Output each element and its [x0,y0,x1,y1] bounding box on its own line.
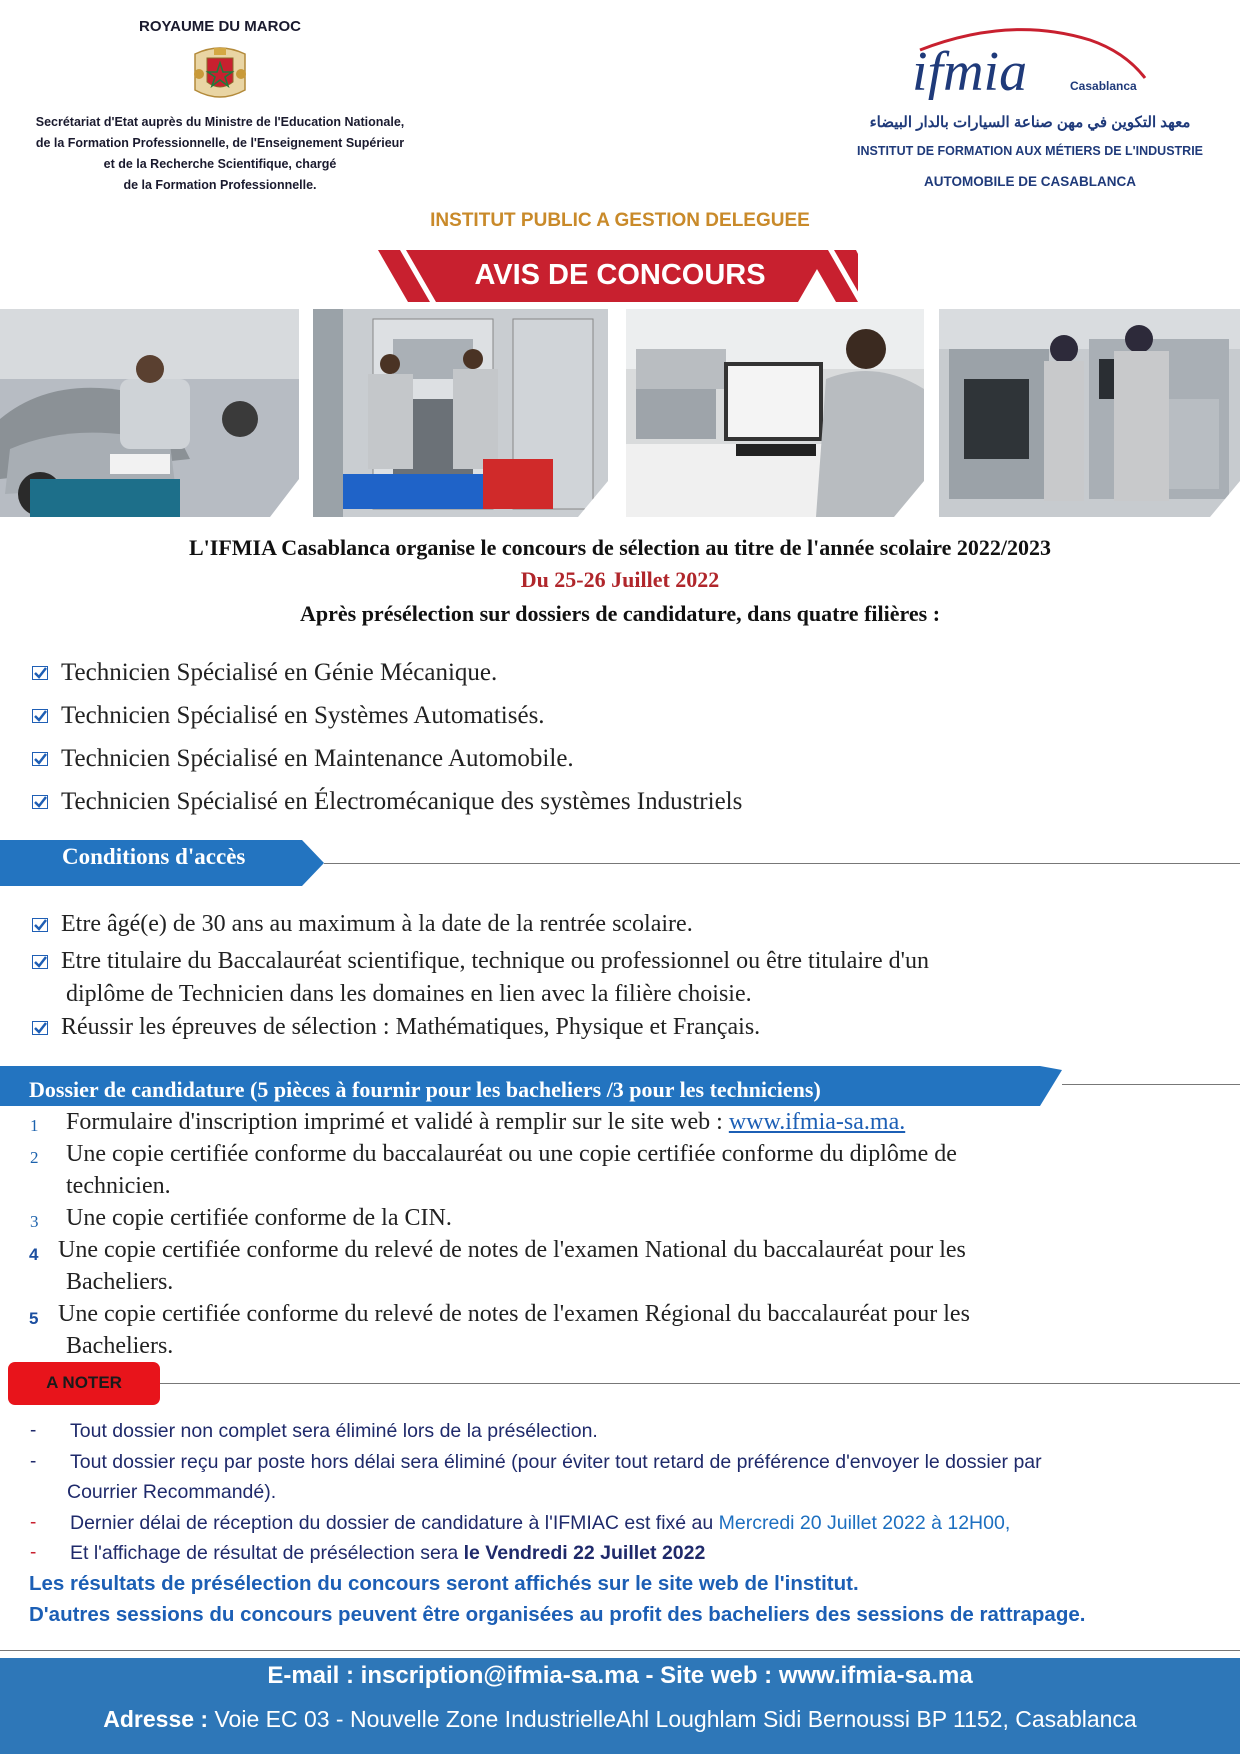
results-info: Les résultats de présélection du concours seront affichés sur le site web de l'institut. [29,1572,859,1595]
filiere-label: Technicien Spécialisé en Systèmes Automatisés. [61,702,545,729]
institute-name-line2: AUTOMOBILE DE CASABLANCA [924,174,1136,189]
divider [324,863,1240,864]
filiere-item [32,745,574,773]
filiere-item [32,702,545,730]
filiere-item [32,659,497,687]
condition-item [32,948,929,975]
dash-bullet: - [30,1420,37,1441]
filiere-label: Technicien Spécialisé en Génie Mécanique. [61,659,498,686]
note-item [70,1512,1010,1535]
address-label: Adresse : [103,1706,209,1732]
item-number: 1 [30,1116,39,1135]
ministry-line: de la Formation Professionnelle. [123,178,317,192]
intro-subline: Après présélection sur dossiers de candidature, dans quatre filières : [299,601,941,626]
footer-address [0,1706,1240,1733]
note-item-continuation: Courrier Recommandé). [67,1481,277,1503]
condition-continuation: diplôme de Technicien dans les domaines en lien avec la filière choisie. [66,981,752,1007]
checkbox-icon [32,666,48,680]
item-number: 4 [29,1245,39,1264]
dossier-title: Dossier de candidature (5 pièces à fournir pour les bacheliers /3 pour les techniciens) [29,1077,821,1102]
item-number: 5 [29,1309,39,1328]
dossier-item-continuation: Bacheliers. [66,1333,174,1359]
sessions-info: D'autres sessions du concours peuvent être organisées au profit des bacheliers des sessions de rattrapage. [29,1603,1086,1626]
dossier-item: Une copie certifiée conforme du relevé de notes de l'examen Régional du baccalauréat pour les [58,1301,970,1327]
dossier-item [66,1109,905,1136]
photo-cnc-machine [939,309,1240,517]
filiere-item [32,788,742,816]
checkbox-icon [32,918,48,932]
dossier-item: Une copie certifiée conforme du baccalauréat ou une copie certifiée conforme du diplôme de [66,1141,957,1167]
note-item: Tout dossier reçu par poste hors délai sera éliminé (pour éviter tout retard de préférence d'envoyer le dossier par [70,1451,1042,1473]
ifmia-logo [900,20,1160,100]
ministry-line: Secrétariat d'Etat auprès du Ministre de l'Education Nationale, [35,115,405,129]
condition-label: Etre titulaire du Baccalauréat scientifique, technique ou professionnel ou être titulaire d'un [61,948,929,974]
ministry-line: et de la Recherche Scientifique, chargé [103,157,337,171]
dossier-item: Une copie certifiée conforme de la CIN. [66,1205,452,1231]
checkbox-icon [32,795,48,809]
dash-bullet: - [30,1512,37,1533]
condition-item [32,911,693,938]
intro-line: L'IFMIA Casablanca organise le concours de sélection au titre de l'année scolaire 2022/2023 [188,535,1052,560]
kingdom-title: ROYAUME DU MAROC [139,18,301,35]
condition-label: Réussir les épreuves de sélection : Mathématiques, Physique et Français. [61,1014,761,1040]
filiere-label: Technicien Spécialisé en Maintenance Automobile. [61,745,574,772]
checkbox-icon [32,1021,48,1035]
deadline-date: Mercredi 20 Juillet 2022 à 12H00, [718,1512,1011,1534]
logo-wordmark: ifmia [912,41,1028,100]
logo-subtext: Casablanca [1070,79,1137,93]
footer-contact: E-mail : inscription@ifmia-sa.ma - Site web : www.ifmia-sa.ma [267,1662,973,1689]
address-text: Voie EC 03 - Nouvelle Zone IndustrielleAhl Loughlam Sidi Bernoussi BP 1152, Casablanca [208,1706,1137,1732]
condition-item [32,1014,760,1041]
institut-subtitle: INSTITUT PUBLIC A GESTION DELEGUEE [430,210,810,231]
divider [1062,1084,1240,1085]
filiere-label: Technicien Spécialisé en Électromécanique des systèmes Industriels [61,788,743,815]
note-item: Tout dossier non complet sera éliminé lors de la présélection. [70,1420,598,1442]
divider [0,1650,1240,1651]
banner-title: AVIS DE CONCOURS [474,259,766,291]
dossier-item-continuation: Bacheliers. [66,1269,174,1295]
note-text: Et l'affichage de résultat de présélection sera [70,1542,464,1564]
dossier-item: Une copie certifiée conforme du relevé de notes de l'examen National du baccalauréat pour les [58,1237,966,1263]
checkbox-icon [32,752,48,766]
institute-name-line1: INSTITUT DE FORMATION AUX MÉTIERS DE L'INDUSTRIE [856,144,1204,158]
noter-label: A NOTER [46,1373,122,1392]
condition-label: Etre âgé(e) de 30 ans au maximum à la date de la rentrée scolaire. [61,911,693,937]
photo-electrical-panel [313,309,608,517]
photo-car-maintenance [0,309,299,517]
checkbox-icon [32,709,48,723]
website-link[interactable]: www.ifmia-sa.ma. [728,1109,906,1135]
note-text: Dernier délai de réception du dossier de candidature à l'IFMIAC est fixé au [70,1512,719,1534]
dossier-item-text: Formulaire d'inscription imprimé et validé à remplir sur le site web : [66,1109,729,1135]
dash-bullet: - [30,1542,37,1563]
ministry-line: de la Formation Professionnelle, de l'Enseignement Supérieur [35,136,405,150]
item-number: 2 [30,1148,39,1167]
intro-dates: Du 25-26 Juillet 2022 [520,567,720,592]
ministry-text [20,112,420,196]
dash-bullet: - [30,1451,37,1472]
conditions-title: Conditions d'accès [62,844,246,869]
divider [160,1383,1240,1384]
item-number: 3 [30,1212,39,1231]
checkbox-icon [32,955,48,969]
note-item [70,1542,705,1565]
moroccan-emblem-icon [187,44,253,102]
result-date: le Vendredi 22 Juillet 2022 [463,1542,706,1564]
photo-computer-station [626,309,924,517]
dossier-item-continuation: technicien. [66,1173,171,1199]
institute-arabic-name: معهد التكوين في مهن صناعة السيارات بالدار البيضاء [869,114,1191,131]
